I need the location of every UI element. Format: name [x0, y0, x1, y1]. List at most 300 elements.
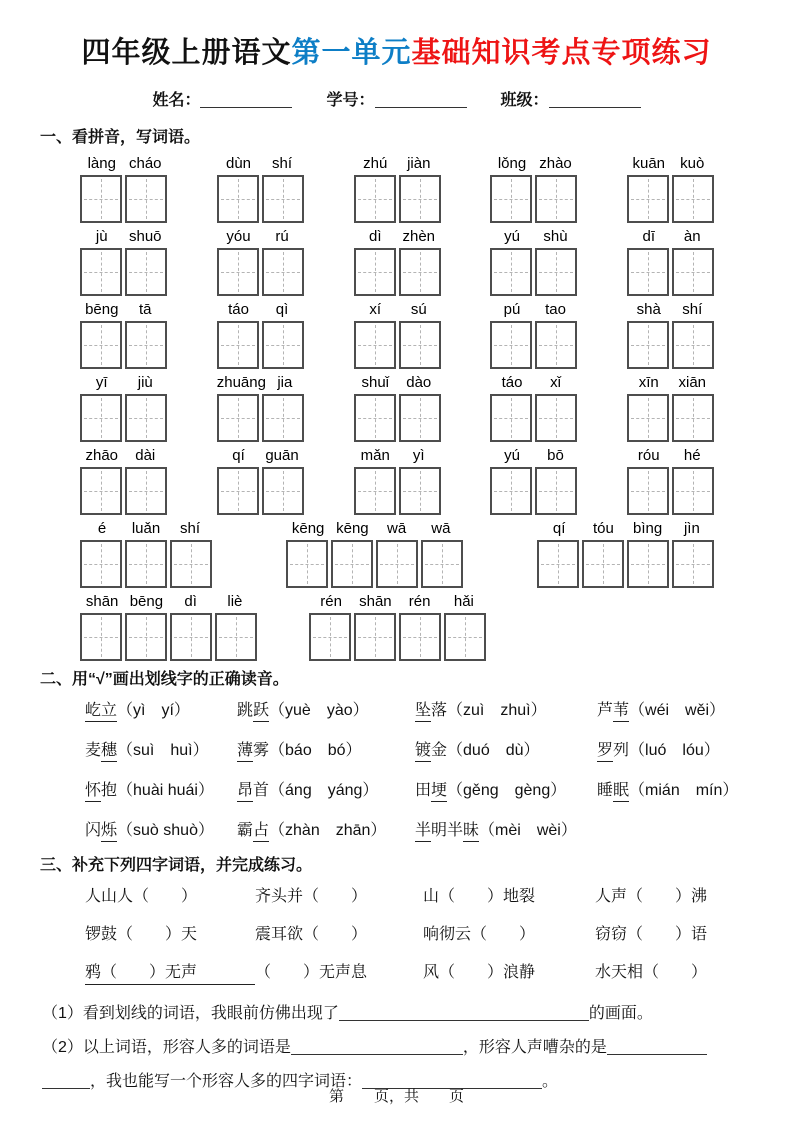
- pinyin-syllable: qí: [232, 447, 245, 464]
- pronunciation-item: [237, 777, 415, 800]
- pinyin-syllable: qí: [552, 520, 566, 537]
- pinyin-word-group: [217, 447, 304, 515]
- writing-boxes: [217, 248, 304, 296]
- pinyin-syllable: jù: [95, 228, 108, 245]
- spacer: [292, 104, 326, 105]
- writing-box: [262, 321, 304, 369]
- word: 首: [253, 782, 270, 799]
- pinyin-syllable: yī: [95, 374, 108, 391]
- pinyin-syllables: [354, 447, 441, 465]
- writing-box: [399, 248, 441, 296]
- pinyin-syllable: táo: [501, 374, 523, 391]
- pinyin-syllable: cháo: [128, 155, 162, 172]
- writing-box: [399, 394, 441, 442]
- pinyin-syllable: tao: [545, 301, 566, 318]
- pinyin-syllable: bēng: [85, 301, 119, 318]
- word: 落: [431, 702, 448, 719]
- pinyin-row: [80, 301, 714, 369]
- writing-box: [217, 175, 259, 223]
- pinyin-syllable: bēng: [129, 593, 164, 610]
- writing-box: [170, 613, 212, 661]
- word: 麦: [85, 742, 102, 759]
- writing-box: [354, 248, 396, 296]
- writing-boxes: [627, 394, 714, 442]
- pinyin-syllable: shà: [636, 301, 661, 318]
- writing-box: [215, 613, 257, 661]
- writing-box: [354, 613, 396, 661]
- pinyin-syllable: jiàn: [407, 155, 431, 172]
- pinyin-word-group: [354, 374, 441, 442]
- writing-box: [262, 467, 304, 515]
- word-underlined: 占: [253, 822, 269, 842]
- pinyin-syllables: [627, 228, 714, 246]
- pinyin-syllable: dì: [184, 593, 197, 610]
- pinyin-syllable: tóu: [592, 520, 614, 537]
- pinyin-syllable: róu: [637, 447, 660, 464]
- writing-box: [125, 394, 167, 442]
- idiom-item: 齐头并（ ）: [255, 888, 368, 905]
- pronunciation-item: [85, 697, 237, 720]
- pinyin-syllables: [286, 520, 463, 538]
- pinyin-syllable: wā: [431, 520, 451, 537]
- idiom-item: 震耳欲（ ）: [255, 926, 368, 943]
- pinyin-word-group: [354, 301, 441, 369]
- pinyin-syllables: [80, 520, 212, 538]
- pinyin-syllable: zhuāng: [216, 374, 266, 391]
- writing-boxes: [490, 175, 577, 223]
- pinyin-syllable: bìng: [633, 520, 663, 537]
- writing-box: [535, 467, 577, 515]
- pronunciation-options: （mián mín）: [629, 782, 739, 799]
- word: 霸: [237, 822, 254, 839]
- pinyin-syllables: [490, 155, 577, 173]
- pinyin-syllable: tā: [138, 301, 152, 318]
- pinyin-word-group: [627, 374, 714, 442]
- writing-boxes: [80, 394, 167, 442]
- blank-line: [375, 95, 467, 108]
- word-underlined: 埂: [431, 782, 447, 802]
- writing-box: [421, 540, 463, 588]
- writing-box: [217, 467, 259, 515]
- pinyin-syllables: [80, 301, 167, 319]
- pinyin-word-group: [490, 155, 577, 223]
- writing-box: [80, 613, 122, 661]
- text-segment: 学号：: [326, 92, 375, 109]
- pinyin-syllable: kēng: [336, 520, 369, 537]
- pronunciation-item: [85, 777, 237, 800]
- writing-box: [490, 467, 532, 515]
- pronunciation-options: （huài huái）: [117, 782, 214, 799]
- pinyin-syllable: làng: [87, 155, 116, 172]
- question-line: [42, 997, 753, 1031]
- writing-box: [490, 175, 532, 223]
- blank-line: [291, 1042, 463, 1055]
- pinyin-syllable: shí: [179, 520, 200, 537]
- page-footer: 第 页，共 页: [328, 1088, 464, 1105]
- writing-box: [672, 321, 714, 369]
- section-pronunciation: [40, 666, 753, 840]
- pinyin-word-group: [80, 447, 167, 515]
- page-title: [40, 30, 753, 71]
- writing-box: [125, 248, 167, 296]
- pinyin-syllable: zhào: [539, 155, 572, 172]
- text-segment: ，形容人声嘈杂的是: [462, 1039, 607, 1056]
- writing-box: [354, 175, 396, 223]
- pinyin-syllable: zhú: [363, 155, 388, 172]
- pinyin-word-group: [354, 155, 441, 223]
- writing-box: [354, 394, 396, 442]
- pinyin-syllable: yú: [504, 447, 520, 464]
- writing-box: [262, 394, 304, 442]
- idiom-item-underlined: 鸦（ ）无声: [85, 959, 255, 985]
- word: 雾: [253, 742, 270, 759]
- pinyin-syllable: shù: [543, 228, 568, 245]
- writing-box: [376, 540, 418, 588]
- pronunciation-options: （zhàn zhān）: [269, 822, 387, 839]
- word: 金: [431, 742, 448, 759]
- writing-boxes: [80, 321, 167, 369]
- text-segment: 姓名：: [152, 92, 201, 109]
- pinyin-word-group: [490, 447, 577, 515]
- word-underlined: 烁: [101, 822, 117, 842]
- blank-line: [607, 1042, 707, 1055]
- pinyin-syllable: yóu: [226, 228, 251, 245]
- writing-box: [125, 467, 167, 515]
- writing-box: [444, 613, 486, 661]
- pinyin-syllables: [537, 520, 714, 538]
- pronunciation-options: （yì yí）: [117, 702, 190, 719]
- writing-boxes: [490, 248, 577, 296]
- pinyin-syllable: jìn: [683, 520, 700, 537]
- pinyin-syllable: liè: [227, 593, 243, 610]
- pinyin-syllable: lǒng: [497, 155, 527, 172]
- spacer: [467, 104, 501, 105]
- writing-box: [627, 175, 669, 223]
- pinyin-syllable: shí: [271, 155, 292, 172]
- pinyin-syllable: qì: [275, 301, 289, 318]
- pinyin-row: [80, 593, 714, 661]
- pinyin-syllables: [354, 228, 441, 246]
- pinyin-syllable: shuō: [128, 228, 162, 245]
- pinyin-syllable: mǎn: [360, 447, 390, 464]
- pinyin-word-group: [490, 228, 577, 296]
- pinyin-word-group: [490, 301, 577, 369]
- pinyin-syllable: kēng: [291, 520, 325, 537]
- text-segment: （1）看到划线的词语，我眼前仿佛出现了: [42, 1005, 339, 1022]
- word-underlined: 昂: [237, 782, 253, 802]
- pinyin-syllable: táo: [228, 301, 249, 318]
- pronunciation-options: （gěng gèng）: [447, 782, 567, 799]
- pinyin-syllable: shān: [359, 593, 392, 610]
- pinyin-word-group: [80, 301, 167, 369]
- pronunciation-item: [597, 737, 753, 760]
- pronunciation-item: [415, 777, 597, 800]
- pinyin-syllable: zhèn: [402, 228, 436, 245]
- pinyin-syllable: luǎn: [131, 520, 161, 537]
- student-info-line: [40, 87, 753, 110]
- pinyin-syllable: é: [97, 520, 107, 537]
- pinyin-word-group: [217, 155, 304, 223]
- idiom-item: 风（ ）浪静: [423, 964, 536, 981]
- word-underlined: 坠: [415, 702, 431, 722]
- pinyin-syllables: [217, 447, 304, 465]
- word: 闪: [85, 822, 102, 839]
- word-underlined: 跃: [253, 702, 269, 722]
- writing-boxes: [217, 175, 304, 223]
- pinyin-syllables: [80, 447, 167, 465]
- writing-boxes: [354, 175, 441, 223]
- pronunciation-item: [237, 737, 415, 760]
- writing-box: [399, 175, 441, 223]
- writing-boxes: [490, 394, 577, 442]
- pinyin-syllable: pú: [503, 301, 521, 318]
- idiom-item: 水天相（ ）: [595, 964, 708, 981]
- writing-box: [80, 540, 122, 588]
- pinyin-word-group: [80, 155, 167, 223]
- pinyin-syllables: [627, 155, 714, 173]
- title-blue-part: 第一单元: [291, 37, 412, 69]
- writing-box: [627, 394, 669, 442]
- text-segment: 。: [542, 1073, 559, 1090]
- pinyin-word-group: [286, 520, 463, 588]
- writing-boxes: [286, 540, 463, 588]
- pinyin-syllable: guān: [265, 447, 299, 464]
- pronunciation-options: （luó lóu）: [629, 742, 720, 759]
- writing-box: [262, 175, 304, 223]
- pinyin-word-group: [354, 228, 441, 296]
- writing-box: [672, 540, 714, 588]
- pinyin-word-group: [217, 228, 304, 296]
- pinyin-syllables: [627, 374, 714, 392]
- blank-line: [200, 95, 292, 108]
- pinyin-syllables: [354, 301, 441, 319]
- writing-box: [672, 248, 714, 296]
- idiom-questions: [40, 997, 753, 1099]
- pronunciation-options: （suì huì）: [117, 742, 209, 759]
- writing-boxes: [309, 613, 486, 661]
- word-underlined: 昧: [463, 822, 479, 842]
- pinyin-syllable: xí: [369, 301, 382, 318]
- pinyin-syllables: [627, 447, 714, 465]
- writing-box: [80, 467, 122, 515]
- word-underlined: 薄: [237, 742, 253, 762]
- writing-box: [125, 175, 167, 223]
- pinyin-syllable: jia: [277, 374, 293, 391]
- section3-heading: 三、补充下列四字词语，并完成练习。: [40, 857, 313, 874]
- word-underlined: 穗: [101, 742, 117, 762]
- pinyin-word-group: [627, 447, 714, 515]
- pronunciation-options: （yuè yào）: [269, 702, 369, 719]
- writing-box: [125, 321, 167, 369]
- word: 抱: [101, 782, 118, 799]
- writing-box: [627, 540, 669, 588]
- pinyin-syllables: [354, 155, 441, 173]
- pronunciation-item: [237, 697, 415, 720]
- pinyin-syllable: rén: [408, 593, 431, 610]
- writing-box: [490, 248, 532, 296]
- writing-box: [535, 175, 577, 223]
- pinyin-word-group: [627, 228, 714, 296]
- pinyin-syllable: dī: [642, 228, 655, 245]
- section-pinyin: [40, 124, 753, 661]
- blank-line: [339, 1008, 589, 1021]
- pinyin-word-group: [627, 155, 714, 223]
- pinyin-syllables: [217, 374, 304, 392]
- pinyin-word-group: [80, 520, 212, 588]
- pinyin-syllable: shuǐ: [361, 374, 390, 391]
- pronunciation-item: [597, 697, 753, 720]
- title-red-part: 基础知识考点专项练习: [411, 37, 712, 69]
- writing-boxes: [80, 540, 212, 588]
- pinyin-syllable: xǐ: [550, 374, 561, 391]
- writing-boxes: [490, 467, 577, 515]
- pinyin-syllable: sú: [410, 301, 427, 318]
- word-underlined: 苇: [613, 702, 629, 722]
- writing-box: [331, 540, 373, 588]
- pinyin-syllables: [627, 301, 714, 319]
- pinyin-syllable: rú: [275, 228, 289, 245]
- title-black-part: 四年级上册语文: [81, 37, 292, 69]
- idiom-grid: [85, 883, 753, 985]
- pronunciation-options: （suò shuò）: [117, 822, 214, 839]
- pinyin-syllable: kuān: [632, 155, 666, 172]
- word-underlined: 镀: [415, 742, 431, 762]
- pronunciation-options: （zuì zhuì）: [447, 702, 547, 719]
- section1-heading: 一、看拼音，写词语。: [40, 129, 201, 146]
- writing-box: [672, 394, 714, 442]
- word: 睡: [597, 782, 614, 799]
- writing-box: [286, 540, 328, 588]
- pinyin-word-group: [80, 374, 167, 442]
- word: 跳: [237, 702, 254, 719]
- pinyin-syllable: zhāo: [85, 447, 119, 464]
- writing-boxes: [80, 467, 167, 515]
- question-line: [42, 1031, 753, 1065]
- pinyin-syllables: [354, 374, 441, 392]
- writing-boxes: [217, 467, 304, 515]
- pinyin-syllable: yú: [504, 228, 520, 245]
- pronunciation-options: （wéi wěi）: [629, 702, 726, 719]
- writing-box: [262, 248, 304, 296]
- writing-box: [490, 321, 532, 369]
- pinyin-syllable: yì: [412, 447, 425, 464]
- pinyin-syllable: dì: [368, 228, 382, 245]
- pinyin-syllable: xīn: [638, 374, 659, 391]
- writing-boxes: [80, 613, 257, 661]
- idiom-item: 人山人（ ）: [85, 888, 198, 905]
- word-underlined: 罗: [597, 742, 613, 762]
- idiom-item: 响彻云（ ）: [423, 926, 536, 943]
- pinyin-word-group: [217, 301, 304, 369]
- pronunciation-grid: [85, 697, 753, 840]
- pinyin-syllable: wā: [387, 520, 407, 537]
- writing-boxes: [537, 540, 714, 588]
- pronunciation-options: （báo bó）: [269, 742, 362, 759]
- pinyin-syllable: xiān: [678, 374, 707, 391]
- pinyin-syllables: [217, 155, 304, 173]
- pinyin-row: [80, 447, 714, 515]
- pinyin-syllables: [490, 228, 577, 246]
- pronunciation-item: [415, 697, 597, 720]
- writing-boxes: [354, 394, 441, 442]
- writing-boxes: [627, 175, 714, 223]
- pronunciation-item: [415, 817, 597, 840]
- pinyin-syllable: shí: [682, 301, 703, 318]
- writing-box: [80, 248, 122, 296]
- writing-box: [354, 321, 396, 369]
- writing-box: [399, 321, 441, 369]
- text-segment: ，我也能写一个形容人多的四字词语：: [90, 1073, 363, 1090]
- pinyin-row: [80, 155, 714, 223]
- blank-line: [549, 95, 641, 108]
- writing-box: [535, 321, 577, 369]
- writing-boxes: [627, 321, 714, 369]
- pinyin-syllables: [490, 374, 577, 392]
- text-segment: 的画面。: [588, 1005, 653, 1022]
- pinyin-syllables: [490, 447, 577, 465]
- writing-box: [170, 540, 212, 588]
- writing-box: [125, 613, 167, 661]
- word: 田: [415, 782, 432, 799]
- pinyin-syllable: dài: [135, 447, 156, 464]
- section-idioms: [40, 852, 753, 1099]
- writing-boxes: [627, 467, 714, 515]
- writing-box: [627, 321, 669, 369]
- pronunciation-item: [237, 817, 415, 840]
- writing-boxes: [80, 175, 167, 223]
- writing-box: [80, 394, 122, 442]
- writing-boxes: [354, 467, 441, 515]
- pinyin-word-group: [537, 520, 714, 588]
- pinyin-syllables: [80, 228, 167, 246]
- pinyin-syllable: hé: [683, 447, 701, 464]
- pinyin-syllable: bō: [547, 447, 564, 464]
- pinyin-word-group: [80, 228, 167, 296]
- word-underlined: 半: [415, 822, 431, 842]
- writing-box: [627, 248, 669, 296]
- pinyin-syllables: [309, 593, 486, 611]
- word-underlined: 屹立: [85, 702, 117, 722]
- pinyin-syllables: [80, 155, 167, 173]
- pinyin-grid: [80, 155, 714, 661]
- pinyin-row: [80, 374, 714, 442]
- writing-box: [217, 394, 259, 442]
- writing-boxes: [627, 248, 714, 296]
- pinyin-word-group: [217, 374, 304, 442]
- idiom-item: 窃窃（ ）语: [595, 926, 708, 943]
- writing-box: [217, 321, 259, 369]
- writing-box: [537, 540, 579, 588]
- writing-box: [582, 540, 624, 588]
- pronunciation-options: （áng yáng）: [269, 782, 379, 799]
- section2-heading: 二、用“√”画出划线字的正确读音。: [40, 671, 289, 688]
- pinyin-word-group: [309, 593, 486, 661]
- pinyin-syllables: [217, 301, 304, 319]
- pinyin-syllables: [80, 374, 167, 392]
- pinyin-syllable: shān: [85, 593, 119, 610]
- pronunciation-item: [597, 777, 753, 800]
- word: 列: [613, 742, 630, 759]
- writing-box: [354, 467, 396, 515]
- pinyin-syllables: [80, 593, 257, 611]
- pinyin-row: [80, 520, 714, 588]
- text-segment: 班级：: [500, 92, 549, 109]
- writing-boxes: [490, 321, 577, 369]
- writing-box: [80, 321, 122, 369]
- idiom-item: 山（ ）地裂: [423, 888, 536, 905]
- word-underlined: 怀: [85, 782, 101, 802]
- pinyin-syllable: rén: [320, 593, 342, 610]
